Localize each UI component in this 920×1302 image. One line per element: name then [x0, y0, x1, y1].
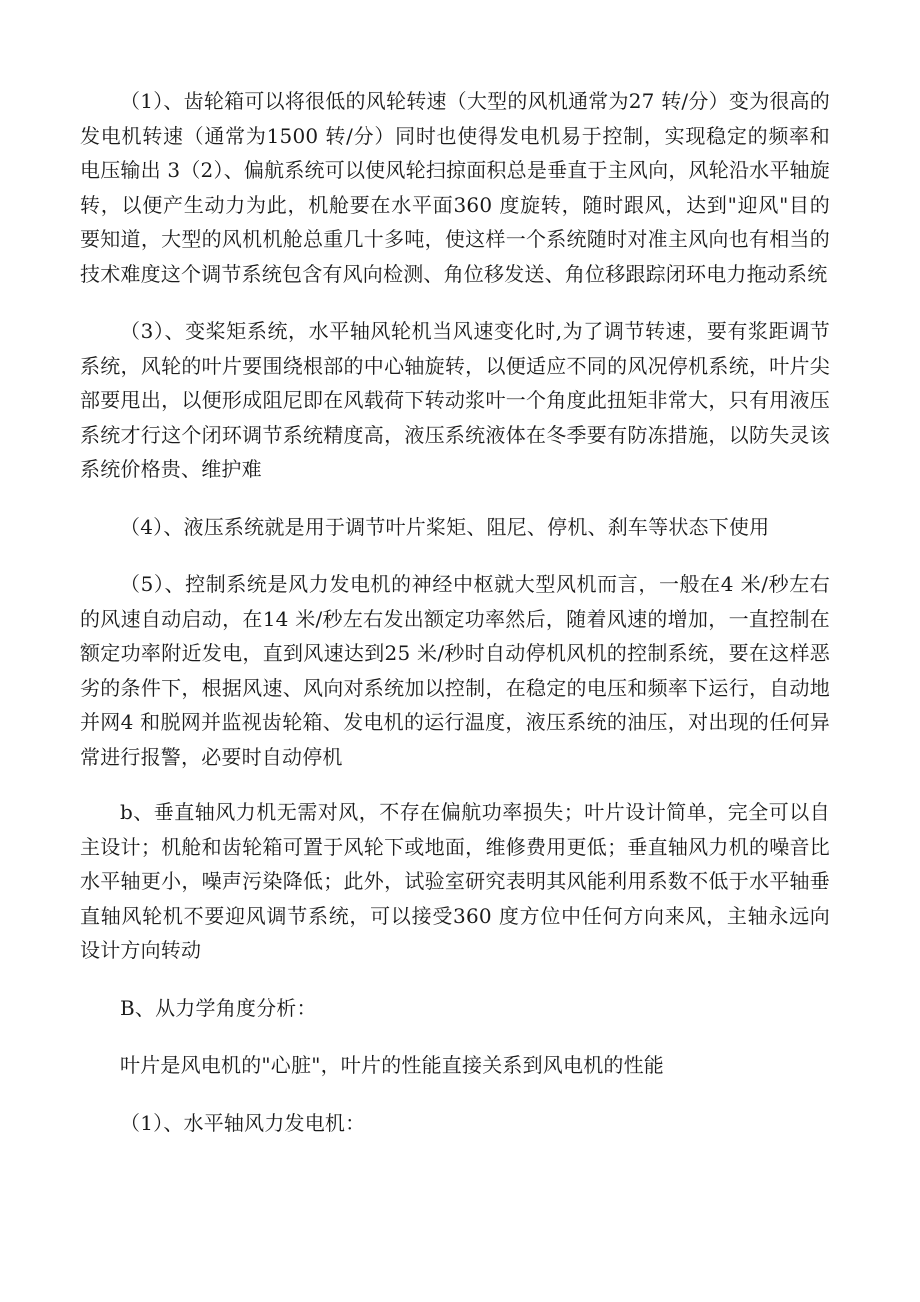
paragraph-gearbox-yaw: （1）、齿轮箱可以将很低的风轮转速（大型的风机通常为27 转/分）变为很高的发电机转速（通常为1500 转/分）同时也使得发电机易于控制，实现稳定的频率和电压输出 3（2）、偏航系统可以使风轮扫掠面积总是垂直于主风向，风轮沿水平轴旋转，以便产生动力为此，机舱要在水平面360 度旋转，随时跟风，达到"迎风"目的要知道，大型的风机机舱总重几十多吨，使这样一个系统随时对准主风向也有相当的技术难度这个调节系统包含有风向检测、角位移发送、角位移跟踪闭环电力拖动系统 — [80, 89, 830, 286]
paragraph-control-system: （5）、控制系统是风力发电机的神经中枢就大型风机而言，一般在4 米/秒左右的风速自动启动，在14 米/秒左右发出额定功率然后，随着风速的增加，一直控制在额定功率附近发电，直到风速达到25 米/秒时自动停机风机的控制系统，要在这样恶劣的条件下，根据风速、风向对系统加以控制，在稳定的电压和频率下运行，自动地并网4 和脱网并监视齿轮箱、发电机的运行温度，液压系统的油压，对出现的任何异常进行报警，必要时自动停机 — [80, 572, 830, 769]
paragraph-vertical-axis: b、垂直轴风力机无需对风，不存在偏航功率损失；叶片设计简单，完全可以自主设计；机舱和齿轮箱可置于风轮下或地面，维修费用更低；垂直轴风力机的噪音比水平轴更小，噪声污染降低；此外，试验室研究表明其风能利用系数不低于水平轴垂直轴风轮机不要迎风调节系统，可以接受360 度方位中任何方向来风，主轴永远向设计方向转动 — [80, 800, 830, 962]
paragraph-pitch-system: （3）、变桨矩系统，水平轴风轮机当风速变化时,为了调节转速，要有浆距调节系统，风轮的叶片要围绕根部的中心轴旋转，以便适应不同的风况停机系统，叶片尖部要甩出，以便形成阻尼即在风载荷下转动浆叶一个角度此扭矩非常大，只有用液压系统才行这个闭环调节系统精度高，液压系统液体在冬季要有防冻措施，以防失灵该系统价格贵、维护难 — [80, 319, 830, 481]
paragraph-blade-heart: 叶片是风电机的"心脏"，叶片的性能直接关系到风电机的性能 — [120, 1053, 664, 1077]
paragraph-hydraulic-system: （4）、液压系统就是用于调节叶片桨矩、阻尼、停机、刹车等状态下使用 — [120, 514, 770, 539]
document-page — [80, 84, 830, 1140]
section-heading-mechanics: B、从力学角度分析： — [120, 995, 317, 1020]
subheading-horizontal-axis: （1）、水平轴风力发电机： — [120, 1110, 366, 1135]
